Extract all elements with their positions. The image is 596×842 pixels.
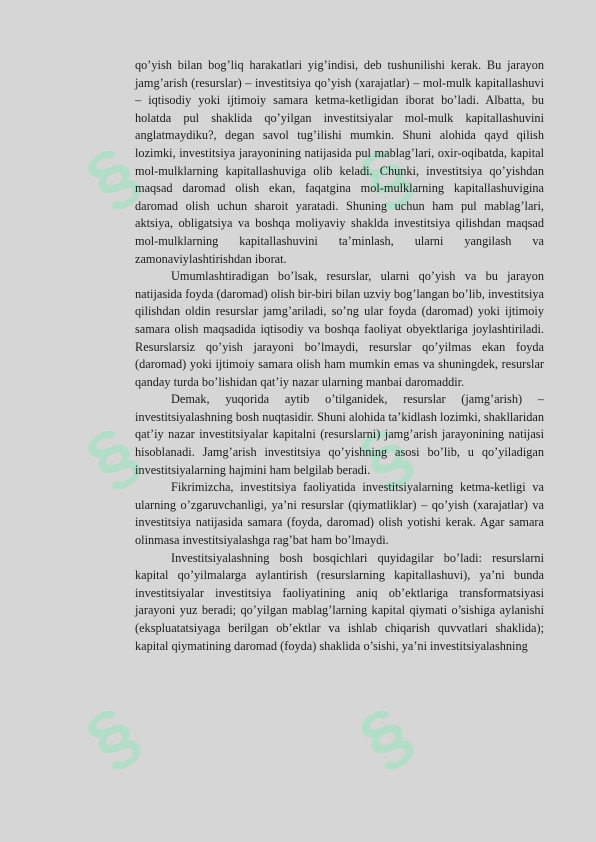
watermark-section-sign-icon: § [344,410,426,503]
watermark-section-sign-icon: § [344,130,426,223]
paragraph: Investitsiyalashning bosh bosqichlari quyidagilar bo’ladi: resurslarni kapital qo’yilmalarga aylantirish (resurslarning kapitallashuvi), ya’ni bunda investitsiyalar investitsiya faoliyatining aniq ob’ektlariga transformatsiyasi jarayoni yuz beradi; qo’yilgan mablag’larning kapital qiymati o’sishiga aylanishi (ekspluatatsiyaga berilgan ob’ektlar va ishlab chiqarish quvvatlari shaklida); kapital qiymatining daromad (foyda) shaklida o’sishi, ya’ni investitsiyalashning [135,550,544,653]
paragraph: Fikrimizcha, investitsiya faoliyatida investitsiyalarning ketma-ketligi va ularning o’zgaruvchanligi, ya’ni resurslar (qiymatliklar) – qo’yish (xarajatlar) va investitsiya natijasida samara (foyda, daromad) olish yotishi kerak. Agar samara olinmasa investitsiyalashga rag’bat ham bo’lmaydi. [135,480,544,548]
watermark-section-sign-icon: § [71,130,153,223]
watermark-section-sign-icon: § [71,690,153,783]
body-text [135,57,544,655]
paragraph: Demak, yuqorida aytib o’tilganidek, resurslar (jamg’arish) – investitsiyalashning bosh nuqtasidir. Shuni alohida ta’kidlash lozimki, shakllaridan qat’iy nazar investitsiyalar kapitalni (resurslarni) jamg’arish jarayonining natijasi hisoblanadi. Jamg’arish investitsiya qo’yishning asosi bo’lib, u qo’yiladigan investitsiyalarning hajmini ham belgilab beradi. [135,392,544,477]
watermark-section-sign-icon: § [344,690,426,783]
watermark-section-sign-icon: § [71,410,153,503]
paragraph: Umumlashtiradigan bo’lsak, resurslar, ularni qo’yish va bu jarayon natijasida foyda (daromad) olish bir-biri bilan uzviy bog’langan bo’lib, investitsiya qilishdan oldin resurslar jamg’ariladi, so’ng ular foyda (daromad) yoki ijtimoiy samara olish maqsadida iqtisodiy va boshqa faoliyat obyektlariga joylashtiriladi. Resurslarsiz qo’yish jarayoni bo’lmaydi, resurslar qo’yilmas ekan foyda (daromad) yoki ijtimoiy samara olish ham mumkin emas va shuningdek, resurslar qanday turda bo’lishidan qat’iy nazar ularning manbai daromaddir. [135,269,544,389]
paragraph: qo’yish bilan bog’liq harakatlari yig’indisi, deb tushunilishi kerak. Bu jarayon jamg’arish (resurslar) – investitsiya qo’yish (xarajatlar) – mol-mulk kapitallashuvi – iqtisodiy yoki ijtimoiy samara ketma-ketligidan iborat bo’ladi. Albatta, bu holatda pul shaklida qo’yilgan investitsiyalar mol-mulk kapitallashuvini anglatmaydiku?, degan savol tug’ilishi mumkin. Shuni alohida qayd qilish lozimki, investitsiya jarayonining natijasida pul mablag’lari, oxir-oqibatda, kapital mol-mulklarning kapitallashuviga olib keladi. Chunki, investitsiya qo’yishdan maqsad daromad olish ekan, faqatgina mol-mulklarning kapitallashuvigina daromad olish uchun sharoit yaratadi. Shuning uchun ham pul mablag’lari, aktsiya, obligatsiya va boshqa moliyaviy shaklda investitsiya qilishdan maqsad mol-mulklarning kapitallashuvini ta’minlash, ularni yangilash va zamonaviylashtirishdan iborat. [135,58,544,266]
